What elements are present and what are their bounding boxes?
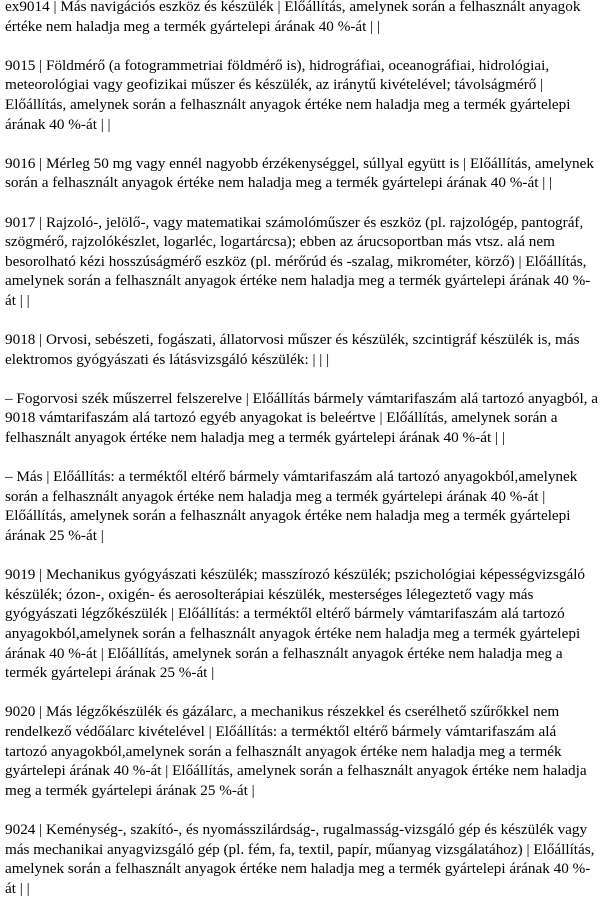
entry-9018-other: – Más | Előállítás: a terméktől eltérő bármely vámtarifaszám alá tartozó anyagokból,amelynek során a felhasznált anyagok értéke nem haladja meg a termék gyártelepi árának 40 %-át | Előállítás, amelynek során a felhasznált anyagok értéke nem haladja meg a termék gyártelepi árának 25 %-át | bbox=[5, 468, 578, 545]
entry-9015: 9015 | Földmérő (a fotogrammetriai földmérő is), hidrográfiai, oceanográfiai, hidrológiai, meteorológiai vagy geofizikai műszer és készülék, az iránytű kivételével; távolságmérő | Előállítás, amelynek során a felhasznált anyagok értéke nem haladja meg a termék gyártelepi árának 40 %-át | | bbox=[5, 56, 571, 133]
entry-9016: 9016 | Mérleg 50 mg vagy ennél nagyobb érzékenységgel, súllyal együtt is | Előállítás, amelynek során a felhasznált anyagok értéke nem haladja meg a termék gyártelepi árának 40 %-át | | bbox=[5, 154, 594, 192]
entry-ex9014: ex9014 | Más navigációs eszköz és készülék | Előállítás, amelynek során a felhasznált anyagok értéke nem haladja meg a termék gyártelepi árának 40 %-át | | bbox=[5, 0, 581, 35]
entry-9018-dental-chair: – Fogorvosi szék műszerrel felszerelve | Előállítás bármely vámtarifaszám alá tartozó anyagból, a 9018 vámtarifaszám alá tartozó egyéb anyagokat is beleértve | Előállítás, amelynek során a felhasznált anyagok értéke nem haladja meg a termék gyártelepi árának 40 %-át | | bbox=[5, 389, 599, 447]
entry-9024: 9024 | Keménység-, szakító-, és nyomásszilárdság-, rugalmasság-vizsgáló gép és készülék vagy más mechanikai anyagvizsgáló gép (pl. fém, fa, textil, papír, műanyag vizsgálatához) | Előállítás, amelynek során a felhasznált anyagok értéke nem haladja meg a termék gyártelepi árának 40 %-át | | bbox=[5, 820, 595, 897]
entry-9018: 9018 | Orvosi, sebészeti, fogászati, állatorvosi műszer és készülék, szcintigráf készülék is, más elektromos gyógyászati és látásvizsgáló készülék: | | | bbox=[5, 331, 580, 368]
entry-9019: 9019 | Mechanikus gyógyászati készülék; masszírozó készülék; pszichológiai képességvizsgáló készülék; ózon-, oxigén- és aerosolterápiai készülék, mesterséges lélegeztető vagy más gyógyászati légzőkészülék | Előállítás: a terméktől eltérő bármely vámtarifaszám alá tartozó anyagokból,amelynek során a felhasznált anyagok értéke nem haladja meg a termék gyártelepi árának 40 %-át | Előállítás, amelynek során a felhasznált anyagok értéke nem haladja meg a termék gyártelepi árának 25 %-át | bbox=[5, 566, 586, 682]
entry-9017: 9017 | Rajzoló-, jelölő-, vagy matematikai számolóműszer és eszköz (pl. rajzológép, pantográf, szögmérő, rajzolókészlet, logarléc, logartárcsa); ebben az árucsoportban más vtsz. alá nem besorolható kézi hosszúságmérő eszköz (pl. mérőrúd és -szalag, mikrométer, körző) | Előállítás, amelynek során a felhasznált anyagok értéke nem haladja meg a termék gyártelepi árának 40 %-át | | bbox=[5, 213, 591, 309]
entry-9020: 9020 | Más légzőkészülék és gázálarc, a mechanikus részekkel és cserélhető szűrőkkel nem rendelkező védőálarc kivételével | Előállítás: a terméktől eltérő bármely vámtarifaszám alá tartozó anyagokból,amelynek során a felhasznált anyagok értéke nem haladja meg a termék gyártelepi árának 40 %-át | Előállítás, amelynek során a felhasznált anyagok értéke nem haladja meg a termék gyártelepi árának 25 %-át | bbox=[5, 703, 587, 799]
